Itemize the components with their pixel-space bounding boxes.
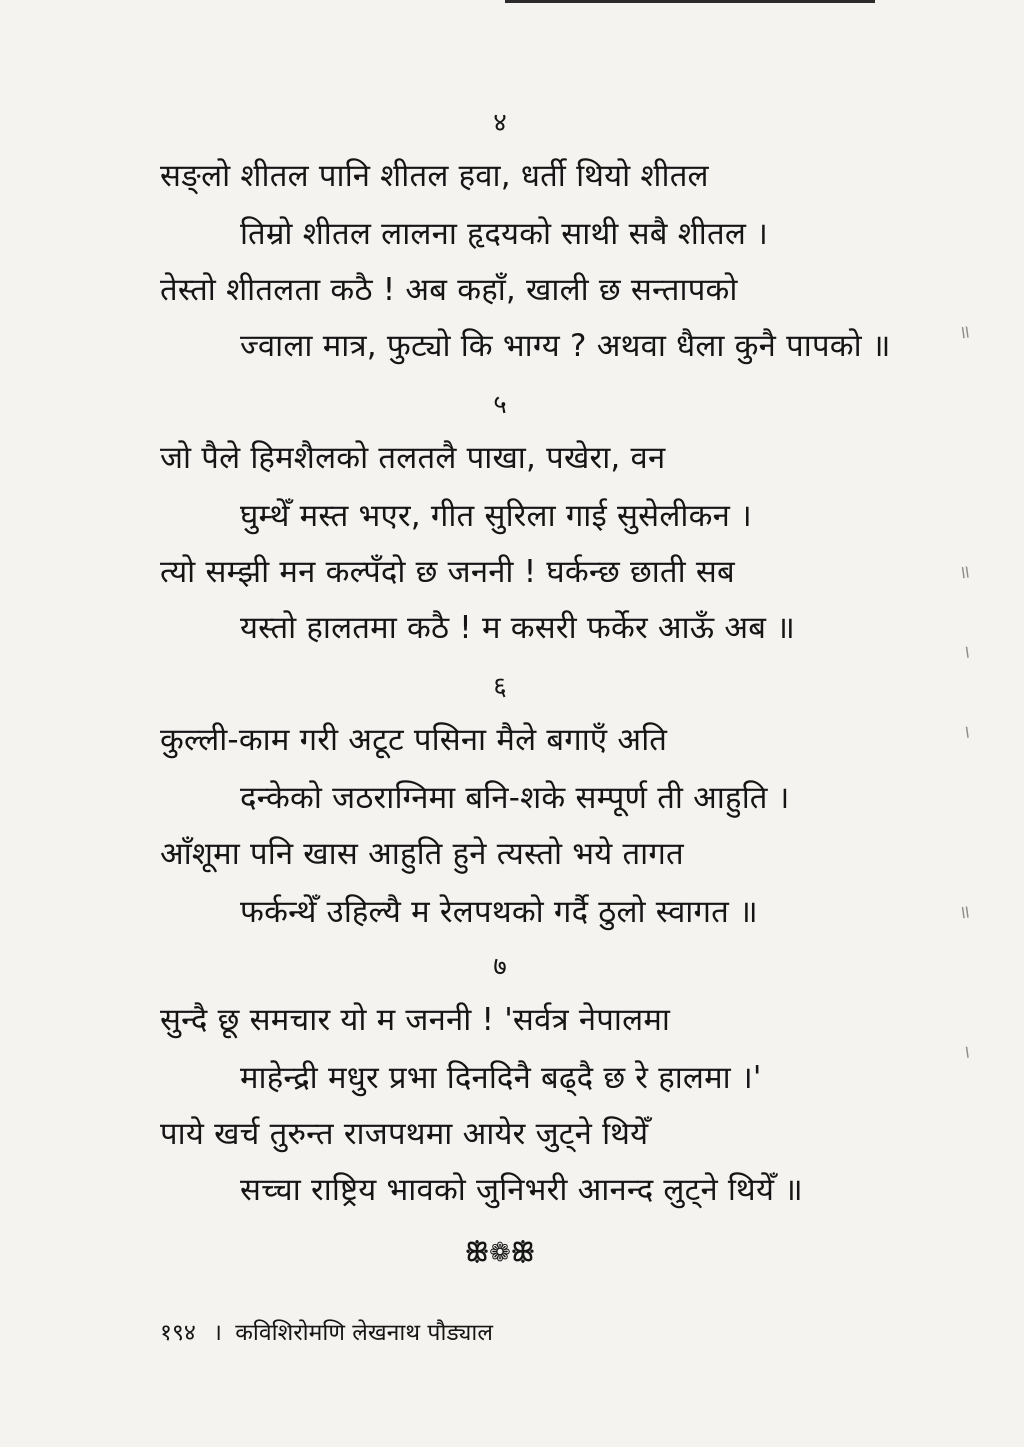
verse-line: आँशूमा पनि खास आहुति हुने त्यस्तो भये तागत	[160, 836, 684, 872]
verse-line: दन्केको जठराग्निमा बनि-शके सम्पूर्ण ती आहुति ।	[240, 780, 790, 816]
verse-number: ५	[493, 390, 507, 420]
verse-line: सङ्लो शीतल पानि शीतल हवा, धर्ती थियो शीतल	[160, 158, 709, 194]
verse-number: ७	[493, 952, 507, 982]
verse-line: फर्कन्थेँ उहिल्यै म रेलपथको गर्दै ठुलो स्वागत ॥	[240, 894, 758, 930]
verse-line: त्यो सम्झी मन कल्पँदो छ जननी ! घर्कन्छ छाती सब	[160, 554, 735, 590]
top-rule	[505, 0, 875, 3]
verse-number: ६	[493, 672, 507, 702]
bleed-through-marks: ॥ ॥ । । ॥ ।	[957, 321, 972, 1064]
verse-number: ४	[493, 108, 507, 138]
ornament-divider: ꕥ❁ꕥ	[464, 1238, 536, 1268]
verse-line: तिम्रो शीतल लालना हृदयको साथी सबै शीतल ।	[240, 216, 769, 252]
verse-line: कुल्ली-काम गरी अटूट पसिना मैले बगाएँ अति	[160, 722, 668, 758]
verse-line: सच्चा राष्ट्रिय भावको जुनिभरी आनन्द लुट्ने थियेँ ॥	[240, 1172, 803, 1208]
verse-line: यस्तो हालतमा कठै ! म कसरी फर्केर आऊँ अब ॥	[240, 610, 795, 646]
verse-line: घुम्थेँ मस्त भएर, गीत सुरिला गाई सुसेलीकन ।	[240, 498, 752, 534]
footer-separator: ।	[213, 1320, 222, 1346]
page-number: १९४	[160, 1320, 196, 1346]
page-footer	[160, 1318, 493, 1348]
verse-line: सुन्दै छू समचार यो म जननी ! 'सर्वत्र नेपालमा	[160, 1002, 671, 1038]
verse-line: जो पैले हिमशैलको तलतलै पाखा, पखेरा, वन	[160, 440, 666, 476]
verse-line: तेस्तो शीतलता कठै ! अब कहाँ, खाली छ सन्तापको	[160, 272, 738, 308]
verse-line: माहेन्द्री मधुर प्रभा दिनदिनै बढ्दै छ रे हालमा ।'	[240, 1060, 762, 1096]
verse-line: ज्वाला मात्र, फुट्यो कि भाग्य ? अथवा धैला कुनै पापको ॥	[240, 328, 891, 364]
verse-line: पाये खर्च तुरुन्त राजपथमा आयेर जुट्ने थियेँ	[160, 1116, 649, 1152]
book-title: कविशिरोमणि लेखनाथ पौड्याल	[235, 1320, 493, 1346]
